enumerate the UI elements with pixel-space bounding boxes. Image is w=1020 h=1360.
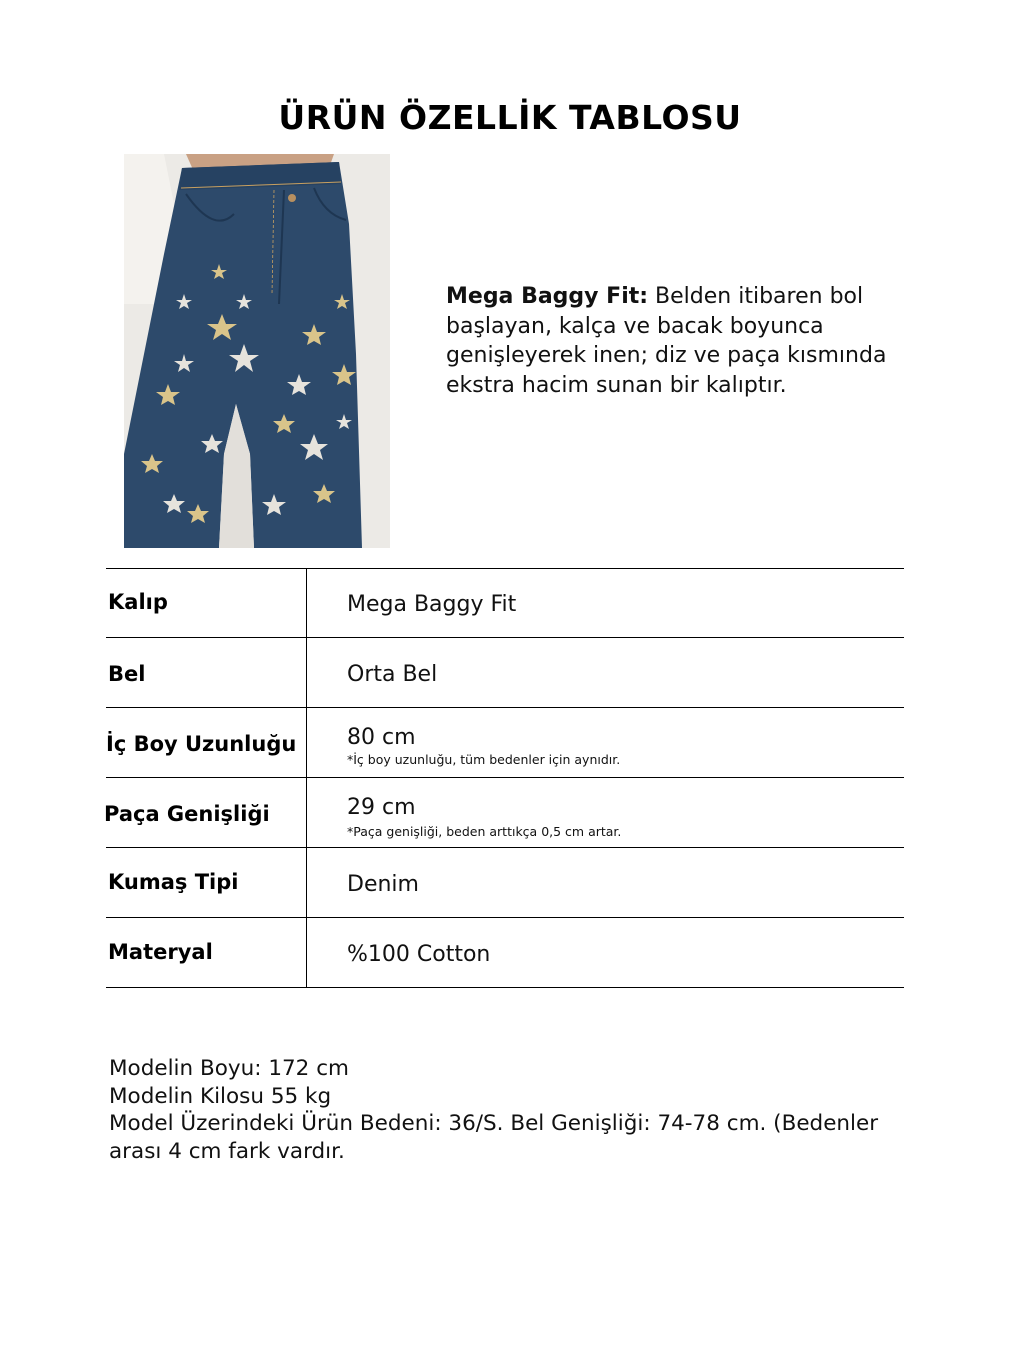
spec-value: 29 cm	[347, 795, 416, 820]
spec-value: Orta Bel	[347, 662, 438, 687]
spec-key: Kalıp	[108, 590, 168, 614]
fit-description-label: Mega Baggy Fit:	[446, 284, 649, 309]
spec-value: Denim	[347, 872, 419, 897]
page-title: ÜRÜN ÖZELLİK TABLOSU	[278, 98, 742, 137]
spec-note: *Paça genişliği, beden arttıkça 0,5 cm artar.	[347, 824, 622, 839]
fit-description-text: Belden itibaren bol başlayan, kalça ve bacak boyunca genişleyerek inen; diz ve paça kısmında ekstra hacim sunan bir kalıptır.	[446, 284, 887, 398]
spec-row	[106, 778, 904, 848]
spec-row	[106, 708, 904, 778]
spec-value: 80 cm	[347, 725, 416, 750]
spec-value: Mega Baggy Fit	[347, 592, 517, 617]
spec-key: İç Boy Uzunluğu	[106, 732, 297, 756]
column-divider	[306, 638, 307, 708]
model-weight: Modelin Kilosu 55 kg	[109, 1083, 332, 1109]
product-image	[124, 154, 390, 548]
spec-key: Bel	[108, 662, 146, 686]
spec-row	[106, 568, 904, 638]
spec-row	[106, 848, 904, 918]
spec-value: %100 Cotton	[347, 942, 491, 967]
model-height: Modelin Boyu: 172 cm	[109, 1056, 349, 1081]
column-divider	[306, 708, 307, 778]
model-info	[109, 1055, 909, 1165]
column-divider	[306, 778, 307, 848]
model-size-info: Model Üzerindeki Ürün Bedeni: 36/S. Bel Genişliği: 74-78 cm. (Bedenler arası 4 cm fark vardır.	[109, 1111, 879, 1164]
spec-row	[106, 918, 904, 988]
jeans-illustration	[124, 154, 390, 548]
spec-key: Paça Genişliği	[104, 802, 270, 826]
spec-key: Materyal	[108, 940, 213, 964]
column-divider	[306, 848, 307, 918]
spec-note: *İç boy uzunluğu, tüm bedenler için aynıdır.	[347, 752, 621, 767]
spec-key: Kumaş Tipi	[108, 870, 239, 894]
column-divider	[306, 568, 307, 638]
column-divider	[306, 918, 307, 988]
fit-description	[446, 282, 936, 400]
spec-row	[106, 638, 904, 708]
